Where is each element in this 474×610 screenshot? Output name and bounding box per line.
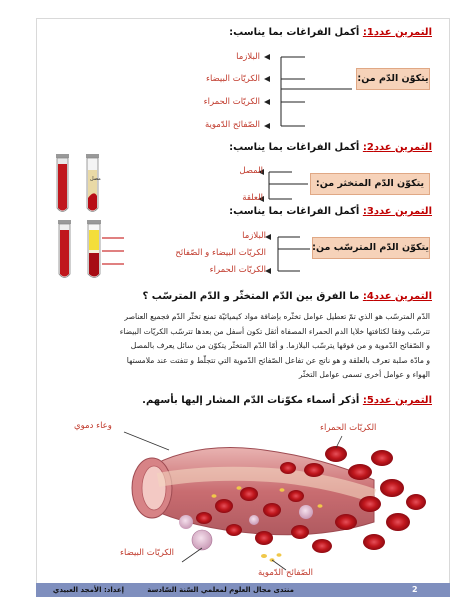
label-red-cells: الكريّات الحمراء (320, 423, 377, 433)
label-white-cells: الكريّات البيضاء (120, 548, 175, 558)
ex2-number: التمرين عدد2: (362, 142, 432, 153)
footer-forum: منتدى مجال العلوم لمعلمي السّنة السّادسة (147, 586, 294, 594)
ex2-instruction: أكمل الفراغات بما يناسب: (229, 142, 360, 153)
footer-author: إعداد: الأمجد العبيدي (52, 586, 124, 594)
ex3-blank-2: الكريّات البيضاء و الصّفائح (175, 248, 266, 258)
ex3-stem-box: يتكوّن الدّم المترسّب من: (312, 237, 430, 259)
ex1-blank-4: الصّفائح الدّموية (204, 120, 260, 130)
ex4-number: التمرين عدد4: (362, 291, 432, 302)
ex4-question: ما الفرق بين الدّم المتخثّر و الدّم المترسّب ؟ (142, 291, 360, 302)
label-platelets: الصّفائح الدّموية (258, 568, 314, 578)
ex3-number: التمرين عدد3: (362, 206, 432, 217)
ex4-answer-line: و الصّفائح الدّموية و من فوقها يترسّب البلازما. و أمّا الدّم المتخثّر يتكوّن من سائل يعرف بالمصل (130, 341, 430, 351)
ex1-blank-3: الكريّات الحمراء (203, 97, 260, 107)
page-number: 2 (412, 585, 418, 594)
ex1-instruction: أكمل الفراغات بما يناسب: (229, 27, 360, 38)
ex4-answer-line: و مادّة صلبة تعرف بالعلقة و هو ناتج عن تفاعل الصّفائح الدّموية التي تتجلّط و تتفتت عند ملامستها (126, 355, 430, 365)
red-leader (336, 436, 342, 448)
ex1-blank-2: الكريّات البيضاء (205, 74, 260, 84)
ex2-blank-1: المصل (239, 166, 263, 176)
ex4-answer-line: الهواء و عوامل أخرى تسمى عوامل التخثّر (298, 370, 430, 380)
ex5-number: التمرين عدد5: (362, 395, 432, 406)
ex4-answer (40, 310, 430, 383)
vessel-leader (124, 432, 169, 450)
white-leader (182, 548, 202, 562)
ex1-stem-box: يتكوّن الدّم من: (356, 68, 430, 90)
ex5-title (142, 395, 432, 406)
ex2-stem-box: يتكوّن الدّم المتخثر من: (310, 173, 430, 195)
ex2-tube-label: مصل (90, 176, 101, 182)
ex2-test-tubes (52, 152, 114, 218)
ex1-number: التمرين عدد1: (362, 27, 432, 38)
label-vessel: وعاء دموي (74, 421, 112, 431)
ex3-test-tubes (54, 218, 126, 284)
ex3-instruction: أكمل الفراغات بما يناسب: (229, 206, 360, 217)
ex4-answer-line: تترسّب وفقا لكثافتها خلايا الدم الحمراء المصفاة أثقل تكون أسفل من بعدها تترسّب الكريّات البيضاء (119, 326, 430, 336)
ex2-title (229, 142, 432, 153)
ex2-blank-2: العلقة (242, 193, 263, 203)
ex5-instruction: أذكر أسماء مكوّنات الدّم المشار إليها بأسهم. (142, 395, 360, 406)
ex4-title (143, 291, 432, 302)
ex2-tube1-rim (56, 154, 69, 158)
ex3-blank-1: البلازما (242, 231, 266, 241)
ex4-answer-line: الدّم المترسّب هو الذي تمّ تعطيل عوامل تخثّره بإضافة مواد كيميائيّة تمنع تخثّر الدّم فجميع العناصر (124, 312, 430, 321)
ex3-title (229, 206, 432, 217)
ex1-blank-1: البلازما (236, 52, 260, 62)
ex3-blank-3: الكريّات الحمراء (209, 265, 266, 275)
